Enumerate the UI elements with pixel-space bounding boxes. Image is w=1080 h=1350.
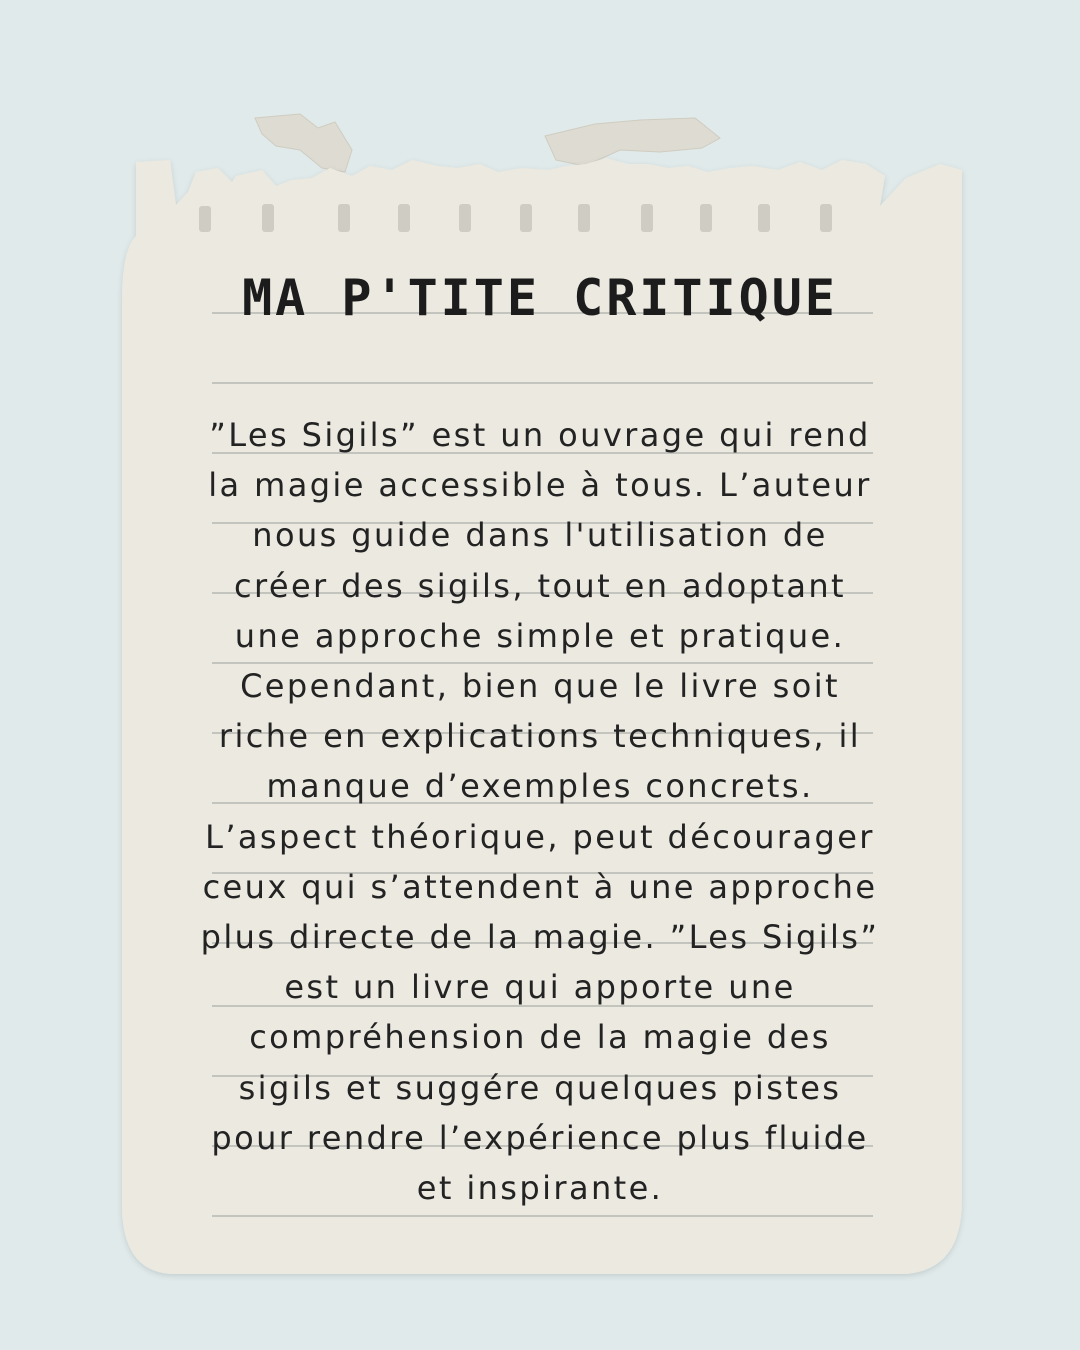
review-line: manque d’exemples concrets. [266, 767, 814, 806]
review-line: pour rendre l’expérience plus fluide [211, 1118, 869, 1157]
review-line: compréhension de la magie des [249, 1018, 831, 1057]
review-line: riche en explications techniques, il [218, 717, 862, 756]
review-line: nous guide dans l'utilisation de [252, 516, 828, 555]
review-line: L’aspect théorique, peut décourager [205, 817, 875, 856]
review-line: ”Les Sigils” est un ouvrage qui rend [209, 416, 871, 454]
review-line: Cependant, bien que le livre soit [240, 667, 840, 706]
review-line: est un livre qui apporte une [284, 968, 796, 1007]
review-line: sigils et suggére quelques pistes [238, 1068, 842, 1107]
torn-tape-decoration [255, 114, 720, 172]
review-line: et inspirante. [416, 1169, 664, 1208]
review-line: une approche simple et pratique. [234, 616, 846, 655]
review-line: ceux qui s’attendent à une approche [202, 867, 878, 906]
review-line: la magie accessible à tous. L’auteur [208, 466, 872, 505]
review-text [160, 410, 920, 1213]
review-line: créer des sigils, tout en adoptant [234, 566, 846, 605]
review-line: plus directe de la magie. ”Les Sigils” [200, 918, 880, 957]
page-title: MA P'TITE CRITIQUE [242, 269, 838, 327]
